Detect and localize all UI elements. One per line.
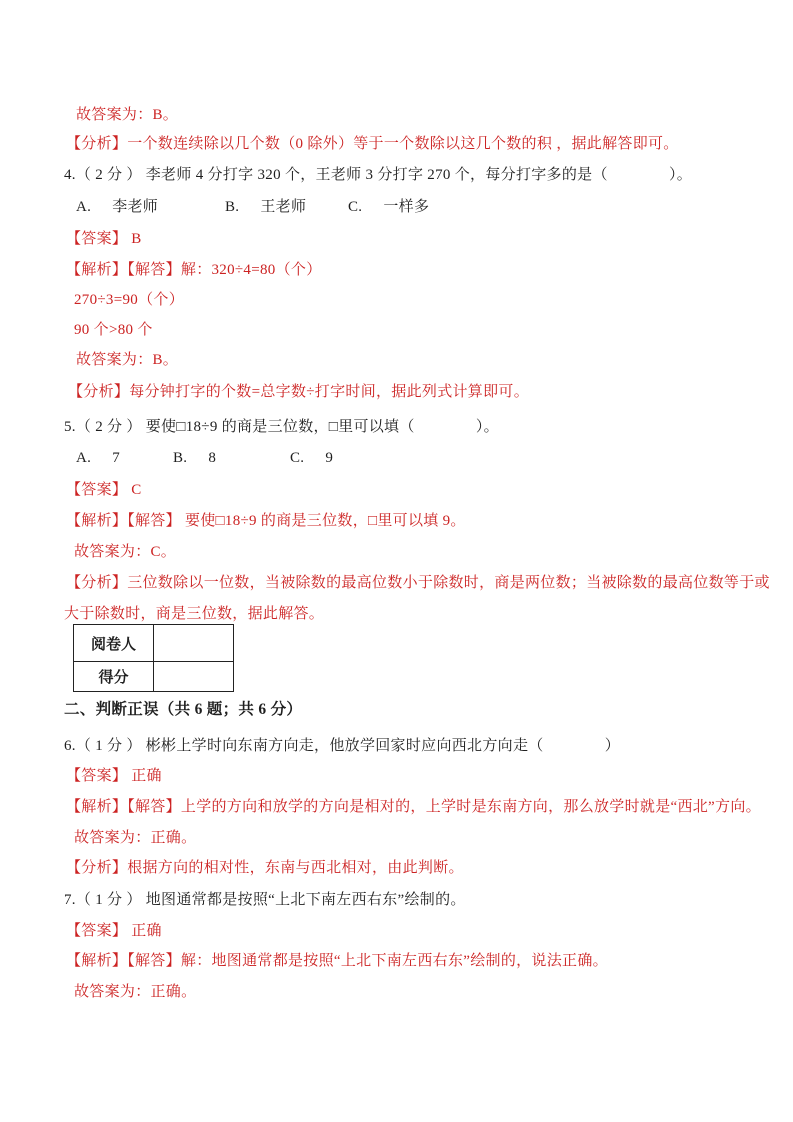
q4-explanation-line1: 【解析】【解答】解：320÷4=80（个） xyxy=(66,262,322,278)
q5-analysis-line2: 大于除数时，商是三位数，据此解答。 xyxy=(64,606,325,622)
q6-answer-note: 故答案为：正确。 xyxy=(74,830,197,846)
score-value-cell xyxy=(154,662,234,692)
q4-option-c-label: C. xyxy=(348,199,363,215)
score-label-cell: 得分 xyxy=(74,662,154,692)
q6-analysis: 【分析】根据方向的相对性，东南与西北相对，由此判断。 xyxy=(66,860,464,876)
q4-answer-note: 故答案为：B。 xyxy=(76,352,179,368)
grader-table-row xyxy=(74,625,234,662)
q5-option-a-text: 7 xyxy=(112,450,120,466)
q4-option-a-label: A. xyxy=(76,199,92,215)
grader-label-cell: 阅卷人 xyxy=(74,625,154,662)
q4-analysis: 【分析】每分钟打字的个数=总字数÷打字时间，据此列式计算即可。 xyxy=(68,384,529,400)
q5-analysis-line1: 【分析】三位数除以一位数，当被除数的最高位数小于除数时，商是两位数；当被除数的最高位数等于或 xyxy=(66,575,770,591)
q5-option-b xyxy=(173,450,216,467)
q6-explanation: 【解析】【解答】上学的方向和放学的方向是相对的，上学时是东南方向，那么放学时就是“西北”方向。 xyxy=(66,799,761,815)
q7-answer-note: 故答案为：正确。 xyxy=(74,984,197,1000)
q5-option-c-text: 9 xyxy=(325,450,334,466)
q4-option-c xyxy=(348,199,429,216)
q4-option-b xyxy=(225,199,306,216)
q7-explanation: 【解析】【解答】解：地图通常都是按照“上北下南左西右东”绘制的，说法正确。 xyxy=(66,953,608,969)
grader-table-row xyxy=(74,662,234,692)
q4-explanation-line3: 90 个>80 个 xyxy=(74,322,153,338)
q4-option-b-label: B. xyxy=(225,199,240,215)
q5-option-a xyxy=(76,450,120,467)
q4-option-a-text: 李老师 xyxy=(112,199,159,215)
q4-option-b-text: 王老师 xyxy=(260,199,307,215)
q4-option-c-text: 一样多 xyxy=(383,199,430,215)
q4-option-a xyxy=(76,199,158,216)
q5-option-b-text: 8 xyxy=(208,450,217,466)
q4-question: 4.（ 2 分 ） 李老师 4 分打字 320 个，王老师 3 分打字 270 个，每分打字多的是（ ）。 xyxy=(64,167,693,183)
q5-explanation: 【解析】【解答】 要使□18÷9 的商是三位数，□里可以填 9。 xyxy=(66,513,466,529)
q6-answer: 【答案】 正确 xyxy=(66,768,162,784)
q5-option-b-label: B. xyxy=(173,450,188,466)
q5-option-c-label: C. xyxy=(290,450,305,466)
q5-answer-note: 故答案为：C。 xyxy=(74,544,177,560)
grader-value-cell xyxy=(154,625,234,662)
q7-question: 7.（ 1 分 ） 地图通常都是按照“上北下南左西右东”绘制的。 xyxy=(64,892,466,908)
grader-table xyxy=(73,624,234,692)
q5-answer: 【答案】 C xyxy=(66,482,142,498)
q6-question: 6.（ 1 分 ） 彬彬上学时向东南方向走，他放学回家时应向西北方向走（ ） xyxy=(64,738,621,754)
q3-analysis: 【分析】一个数连续除以几个数（0 除外）等于一个数除以这几个数的积 ，据此解答即可。 xyxy=(66,136,679,152)
section-heading: 二、判断正误（共 6 题；共 6 分） xyxy=(64,701,303,718)
q5-option-a-label: A. xyxy=(76,450,92,466)
q4-answer: 【答案】 B xyxy=(66,231,142,247)
q5-option-c xyxy=(290,450,333,467)
q3-answer-note: 故答案为：B。 xyxy=(76,107,179,123)
q4-explanation-line2: 270÷3=90（个） xyxy=(74,292,184,308)
q5-question: 5.（ 2 分 ） 要使□18÷9 的商是三位数，□里可以填（ ）。 xyxy=(64,419,499,435)
q7-answer: 【答案】 正确 xyxy=(66,923,162,939)
